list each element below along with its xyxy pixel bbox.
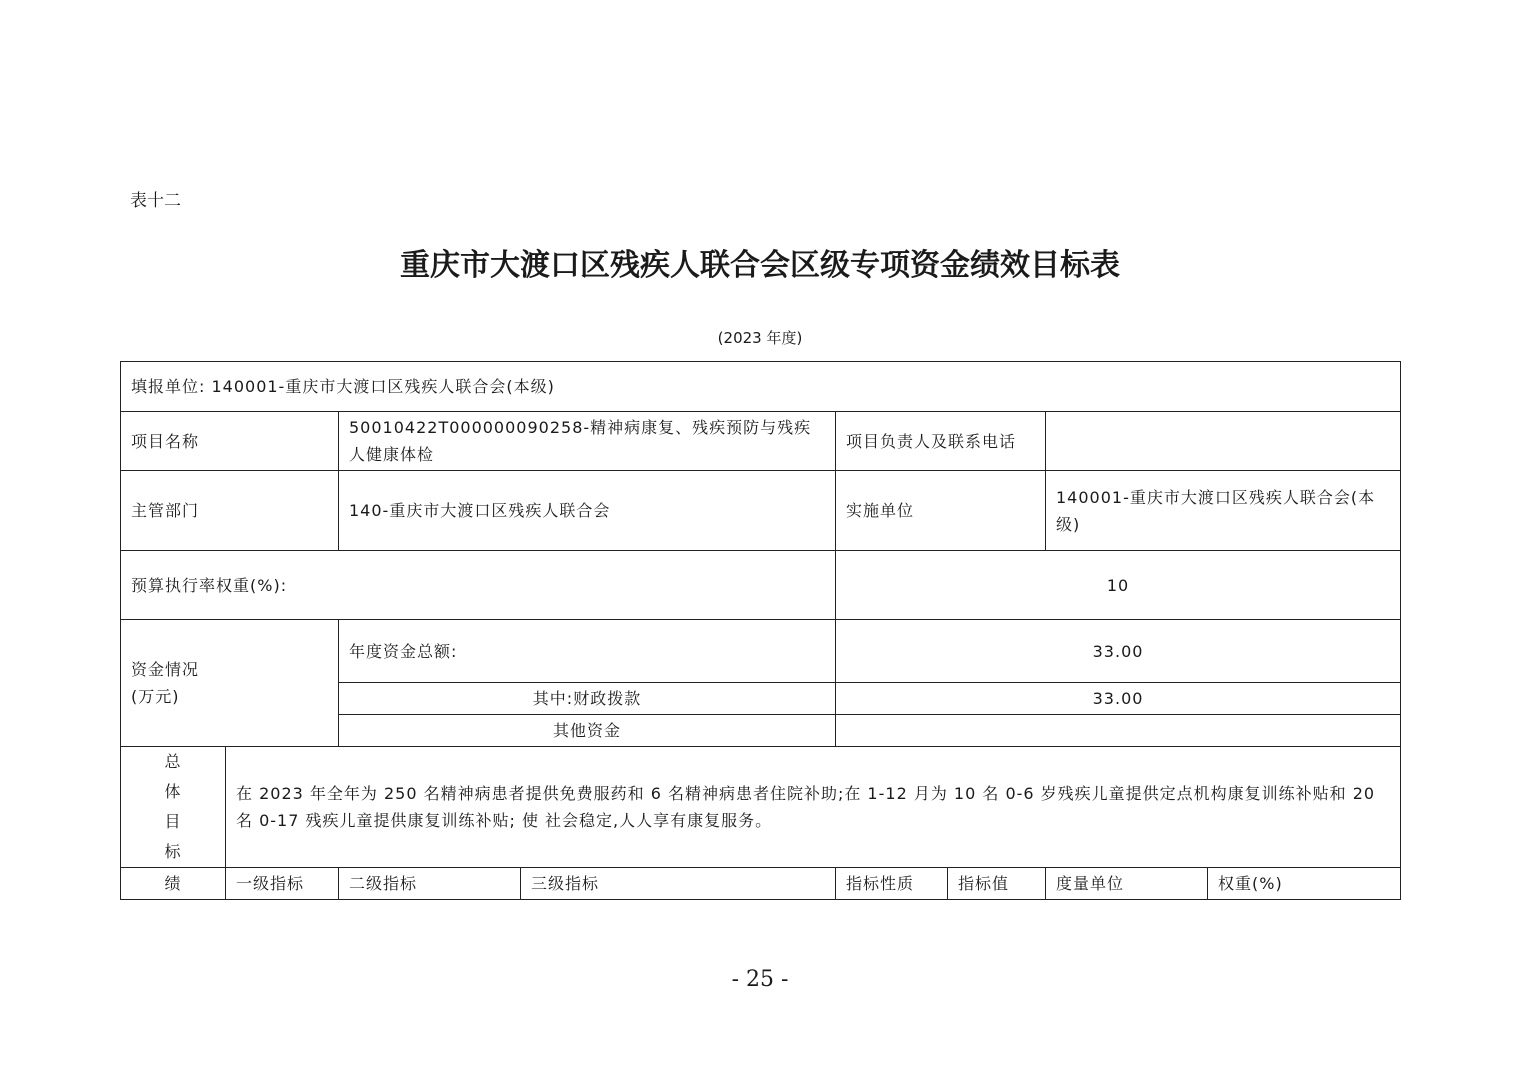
overall-goal-text: 在 2023 年全年为 250 名精神病患者提供免费服药和 6 名精神病患者住院补助;在 1-12 月为 10 名 0-6 岁残疾儿童提供定点机构康复训练补贴和 20 名 0-17 残疾儿童提供康复训练补贴; 使 社会稳定,人人享有康复服务。 <box>226 747 1401 868</box>
indicator-header-row <box>121 868 1401 900</box>
annual-total-row <box>121 620 1401 683</box>
dept-label: 主管部门 <box>121 471 339 551</box>
impl-unit-label: 实施单位 <box>836 471 1046 551</box>
perf-header: 绩 <box>121 868 226 900</box>
overall-goal-label <box>121 747 226 868</box>
other-funds-value <box>836 715 1401 747</box>
funds-label-line2: (万元) <box>131 687 180 706</box>
impl-unit-value: 140001-重庆市大渡口区残疾人联合会(本级) <box>1046 471 1401 551</box>
annual-total-value: 33.00 <box>836 620 1401 683</box>
funds-label-line1: 资金情况 <box>131 660 200 679</box>
project-name-value: 50010422T000000090258-精神病康复、残疾预防与残疾人健康体检 <box>339 412 836 471</box>
filing-unit-cell: 填报单位: 140001-重庆市大渡口区残疾人联合会(本级) <box>121 362 1401 412</box>
table-label: 表十二 <box>130 191 181 211</box>
overall-goal-char: 目 <box>164 812 182 831</box>
filing-unit-row <box>121 362 1401 412</box>
weight-header: 权重(%) <box>1208 868 1401 900</box>
unit-header: 度量单位 <box>1046 868 1208 900</box>
budget-weight-label: 预算执行率权重(%): <box>121 551 836 620</box>
funds-label <box>121 620 339 747</box>
overall-goal-char: 总 <box>164 752 182 771</box>
overall-goal-char: 体 <box>164 782 182 801</box>
page-number: - 25 - <box>731 967 789 992</box>
project-leader-value <box>1046 412 1401 471</box>
project-name-label: 项目名称 <box>121 412 339 471</box>
year-subtitle: (2023 年度) <box>717 329 803 347</box>
project-leader-label: 项目负责人及联系电话 <box>836 412 1046 471</box>
nature-header: 指标性质 <box>836 868 948 900</box>
budget-weight-value: 10 <box>836 551 1401 620</box>
level1-header: 一级指标 <box>226 868 339 900</box>
department-row <box>121 471 1401 551</box>
budget-weight-row <box>121 551 1401 620</box>
level3-header: 三级指标 <box>521 868 836 900</box>
dept-value: 140-重庆市大渡口区残疾人联合会 <box>339 471 836 551</box>
fiscal-label: 其中:财政拨款 <box>339 683 836 715</box>
project-name-row <box>121 412 1401 471</box>
level2-header: 二级指标 <box>339 868 521 900</box>
fiscal-value: 33.00 <box>836 683 1401 715</box>
value-header: 指标值 <box>948 868 1046 900</box>
overall-goal-row <box>121 747 1401 868</box>
performance-target-table <box>120 361 1401 900</box>
annual-total-label: 年度资金总额: <box>339 620 836 683</box>
page-title: 重庆市大渡口区残疾人联合会区级专项资金绩效目标表 <box>400 248 1120 283</box>
overall-goal-char: 标 <box>164 842 182 861</box>
other-funds-label: 其他资金 <box>339 715 836 747</box>
